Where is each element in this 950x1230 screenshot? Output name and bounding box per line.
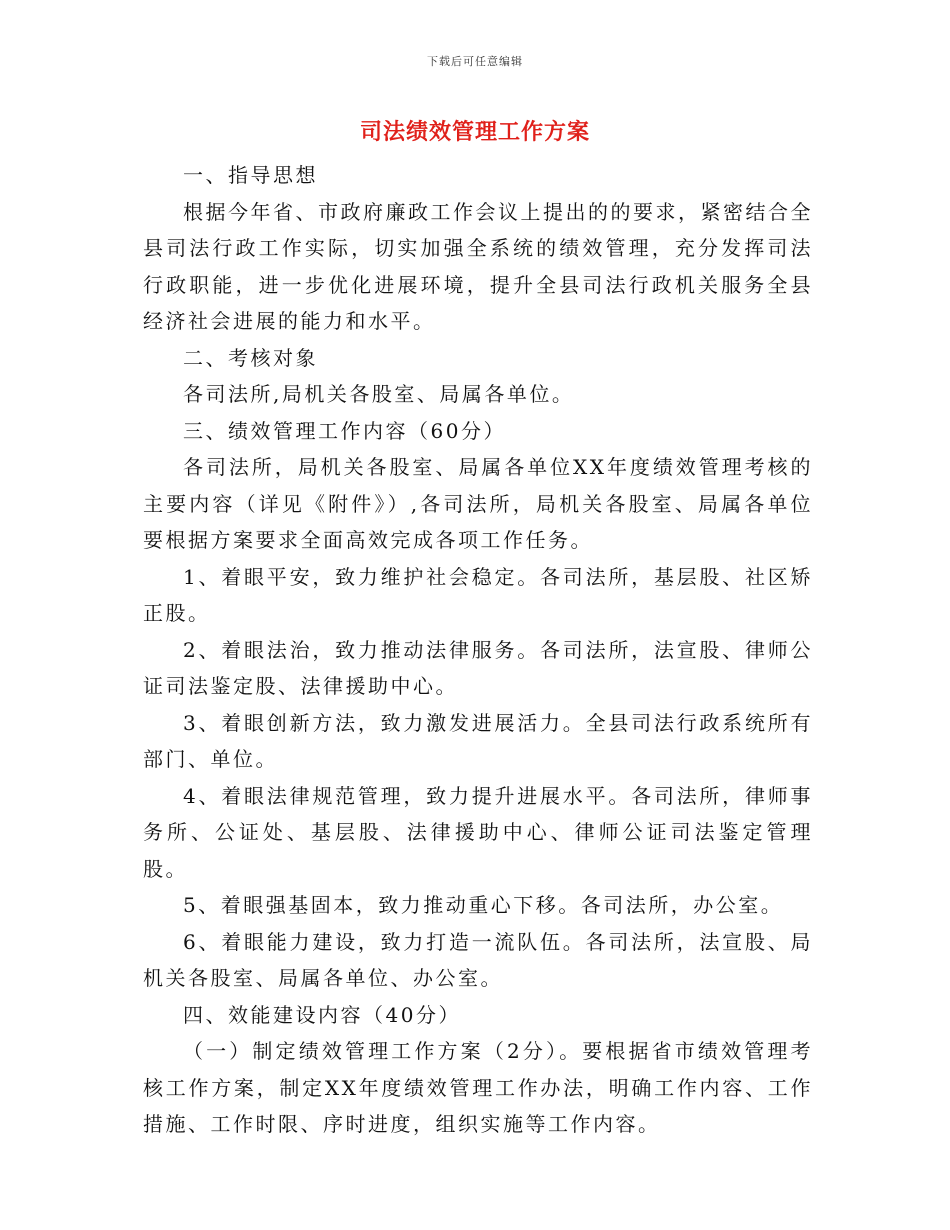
page-header-note: 下载后可任意编辑 bbox=[427, 55, 523, 68]
list-item-2: 2、着眼法治，致力推动法律服务。各司法所，法宣股、律师公证司法鉴定股、法律援助中心。 bbox=[143, 637, 813, 698]
list-item-1: 1、着眼平安，致力维护社会稳定。各司法所，基层股、社区矫正股。 bbox=[143, 564, 813, 625]
paragraph-assessment-targets: 各司法所,局机关各股室、局属各单位。 bbox=[183, 382, 575, 406]
paragraph-guiding-ideology: 根据今年省、市政府廉政工作会议上提出的的要求，紧密结合全县司法行政工作实际，切实加强全系统的绩效管理，充分发挥司法行政职能，进一步优化进展环境，提升全县司法行政机关服务全县经济社会进展的能力和水平。 bbox=[143, 199, 813, 333]
list-item-4: 4、着眼法律规范管理，致力提升进展水平。各司法所，律师事务所、公证处、基层股、法律援助中心、律师公证司法鉴定管理股。 bbox=[143, 783, 813, 881]
list-item-5: 5、着眼强基固本，致力推动重心下移。各司法所，办公室。 bbox=[183, 893, 784, 917]
section-heading-efficiency: 四、效能建设内容（40分） bbox=[183, 1002, 461, 1027]
paragraph-work-content: 各司法所，局机关各股室、局属各单位XX年度绩效管理考核的主要内容（详见《附件》）,各司法所，局机关各股室、局属各单位要根据方案要求全面高效完成各项工作任务。 bbox=[143, 455, 813, 552]
list-item-3: 3、着眼创新方法，致力激发进展活力。全县司法行政系统所有部门、单位。 bbox=[143, 710, 813, 771]
document-title: 司法绩效管理工作方案 bbox=[359, 119, 590, 145]
section-heading-work-content: 三、绩效管理工作内容（60分） bbox=[183, 418, 506, 443]
document-body bbox=[143, 157, 813, 1143]
list-item-6: 6、着眼能力建设，致力打造一流队伍。各司法所，法宣股、局机关各股室、局属各单位、办公室。 bbox=[143, 929, 813, 990]
section-heading-assessment-targets: 二、考核对象 bbox=[183, 345, 318, 370]
paragraph-efficiency-1: （一）制定绩效管理工作方案（2分）。要根据省市绩效管理考核工作方案，制定XX年度绩效管理工作办法，明确工作内容、工作措施、工作时限、序时进度，组织实施等工作内容。 bbox=[143, 1039, 813, 1136]
section-heading-guiding-ideology: 一、指导思想 bbox=[183, 163, 318, 187]
